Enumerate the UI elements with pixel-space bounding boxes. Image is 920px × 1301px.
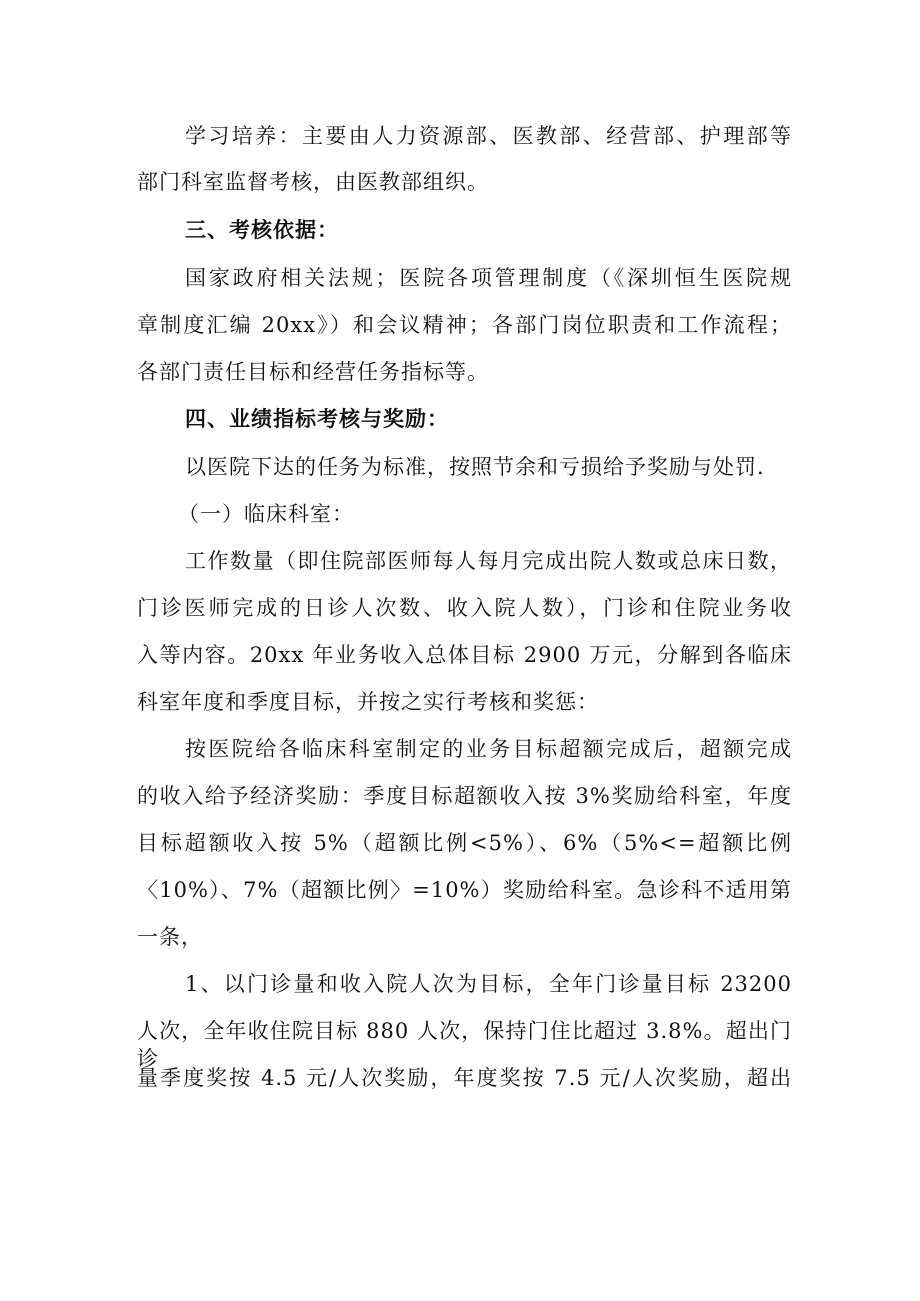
paragraph-line: 科室年度和季度目标，并按之实行考核和奖惩：: [137, 690, 599, 714]
paragraph-line: 一条，: [137, 925, 203, 949]
section-heading: 三、考核依据：: [185, 217, 339, 242]
paragraph-line: 门诊医师完成的日诊人次数、收入院人数），门诊和住院业务收: [137, 596, 792, 620]
paragraph-line: 人次，全年收住院目标 880 人次，保持门住比超过 3.8%。超出门诊: [137, 1019, 792, 1071]
subsection-heading: （一）临床科室：: [178, 502, 354, 526]
section-heading: 四、业绩指标考核与奖励：: [185, 406, 449, 431]
paragraph-line: 各部门责任目标和经营任务指标等。: [137, 360, 489, 384]
paragraph-line: 〈10%）、7%（超额比例〉=10%）奖励给科室。急诊科不适用第: [137, 878, 792, 902]
paragraph-line: 按医院给各临床科室制定的业务目标超额完成后，超额完成: [185, 737, 792, 761]
paragraph-line: 入等内容。20xx 年业务收入总体目标 2900 万元，分解到各临床: [137, 643, 792, 667]
paragraph-line: 章制度汇编 20xx》）和会议精神；各部门岗位职责和工作流程；: [137, 313, 792, 337]
paragraph-line: 目标超额收入按 5%（超额比例<5%）、6%（5%<=超额比例: [137, 831, 792, 855]
paragraph-line: 1、以门诊量和收入院人次为目标，全年门诊量目标 23200: [185, 972, 792, 996]
paragraph-line: 工作数量（即住院部医师每人每月完成出院人数或总床日数，: [185, 549, 792, 573]
paragraph-line: 国家政府相关法规；医院各项管理制度（《深圳恒生医院规: [185, 266, 792, 290]
paragraph-line: 部门科室监督考核，由医教部组织。: [137, 170, 489, 194]
paragraph-line: 学习培养：主要由人力资源部、医教部、经营部、护理部等: [185, 124, 792, 148]
paragraph-line: 量季度奖按 4.5 元/人次奖励，年度奖按 7.5 元/人次奖励，超出: [137, 1066, 792, 1090]
paragraph-line: 以医院下达的任务为标准，按照节余和亏损给予奖励与处罚.: [185, 455, 765, 479]
paragraph-line: 的收入给予经济奖励：季度目标超额收入按 3%奖励给科室，年度: [137, 784, 792, 808]
